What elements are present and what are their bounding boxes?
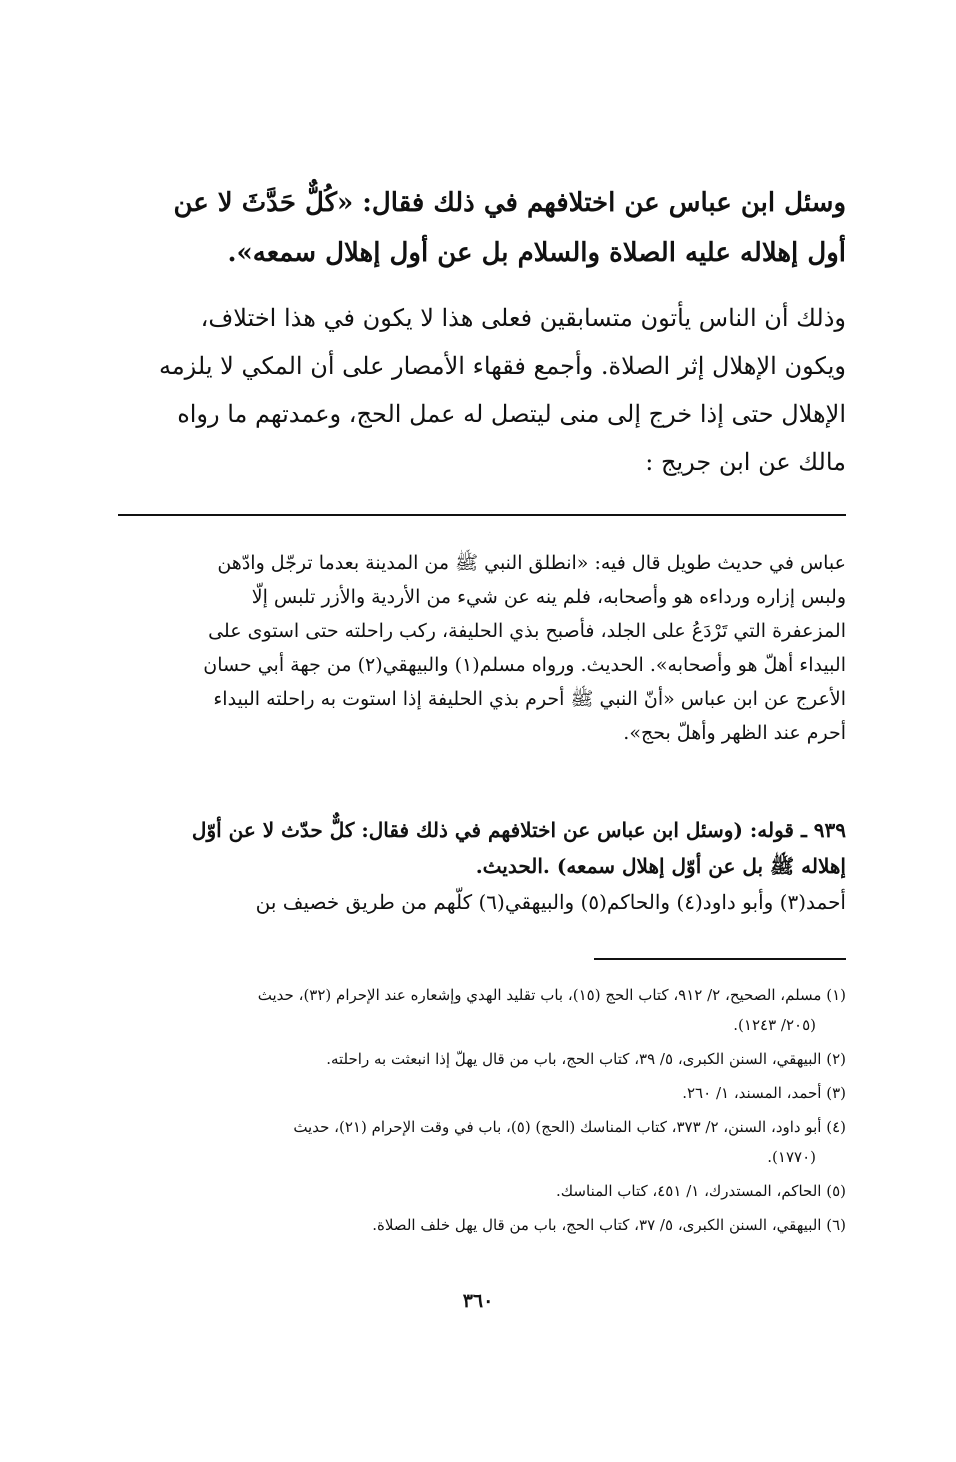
footnote-text: (٦) البيهقي، السنن الكبرى، ٥/ ٣٧، كتاب الحج، باب من قال يهل خلف الصلاة. [372, 1216, 846, 1234]
footnotes [118, 980, 846, 1244]
footnote-4 [118, 1112, 846, 1172]
entry-heading-line: ٩٣٩ ـ قوله: (وسئل ابن عباس عن اختلافهم في ذلك فقال: كلٌّ حدّث لا عن أوّل [191, 818, 846, 842]
entry-text-line: أحمد(٣) وأبو داود(٤) والحاكم(٥) والبيهقي(٦) كلّهم من طريق خصيف بن [255, 890, 846, 914]
entry-heading-line: إهلاله ﷺ بل عن أوّل إهلال سمعه) .الحديث. [475, 854, 846, 878]
commentary-line: عباس في حديث طويل قال فيه: «انطلق النبي ﷺ من المدينة بعدما ترجّل وادّهن [217, 552, 846, 574]
footnote-3 [118, 1078, 846, 1108]
footnote-text: (١) مسلم، الصحيح، ٢/ ٩١٢، كتاب الحج (١٥)، باب تقليد الهدي وإشعاره عند الإحرام (٣٢)، حديث [257, 986, 846, 1004]
footnote-6 [118, 1210, 846, 1240]
footnote-5 [118, 1176, 846, 1206]
paragraph-line: ويكون الإهلال إثر الصلاة. وأجمع فقهاء الأمصار على أن المكي لا يلزمه [158, 352, 846, 380]
commentary-line: أحرم عند الظهر وأهلّ بحج». [623, 722, 846, 744]
main-divider [118, 514, 846, 516]
footnote-text: (٤) أبو داود، السنن، ٢/ ٣٧٣، كتاب المناسك (الحج) (٥)، باب في وقت الإحرام (٢١)، حديث [293, 1118, 846, 1136]
footnote-text: (٥) الحاكم، المستدرك، ١/ ٤٥١، كتاب المناسك. [556, 1182, 846, 1200]
paragraph-line: وذلك أن الناس يأتون متسابقين فعلى هذا لا يكون في هذا اختلاف، [200, 304, 846, 332]
commentary-line: ولبس إزاره ورداءه هو وأصحابه، فلم ينه عن شيء من الأردية والأزر تلبس إلّا [251, 586, 846, 608]
footnote-continuation: (١٧٧٠). [767, 1148, 816, 1166]
hadith-quote [118, 178, 846, 278]
footnote-continuation: (٢٠٥/ ١٢٤٣). [733, 1016, 816, 1034]
commentary-line: البيداء أهلّ هو وأصحابه». الحديث. ورواه مسلم(١) والبيهقي(٢) من جهة أبي حسان [203, 654, 846, 676]
quote-line: أول إهلاله عليه الصلاة والسلام بل عن أول إهلال سمعه». [227, 238, 846, 268]
entry-939 [118, 812, 846, 920]
page-number: ٣٦٠ [462, 1290, 494, 1312]
quote-line: وسئل ابن عباس عن اختلافهم في ذلك فقال: «كُلٌّ حَدَّثَ لا عن [173, 188, 846, 218]
footnote-text: (٣) أحمد، المسند، ١/ ٢٦٠. [682, 1084, 846, 1102]
paragraph-line: الإهلال حتى إذا خرج إلى منى ليتصل له عمل الحج، وعمدتهم ما رواه [177, 400, 846, 428]
paragraph-line: مالك عن ابن جريج : [645, 448, 846, 476]
footnote-divider [594, 958, 846, 960]
main-paragraph [118, 294, 846, 486]
commentary-block [118, 546, 846, 750]
commentary-line: الأعرج عن ابن عباس «أنّ النبي ﷺ أحرم بذي الحليفة إذا استوت به راحلته البيداء [213, 688, 846, 710]
footnote-2 [118, 1044, 846, 1074]
commentary-line: المزعفرة التي تَرْدَعُ على الجلد، فأصبح بذي الحليفة، ركب راحلته حتى استوى على [208, 620, 846, 642]
footnote-text: (٢) البيهقي، السنن الكبرى، ٥/ ٣٩، كتاب الحج، باب من قال يهلّ إذا انبعثت به راحلته. [326, 1050, 846, 1068]
footnote-1 [118, 980, 846, 1040]
